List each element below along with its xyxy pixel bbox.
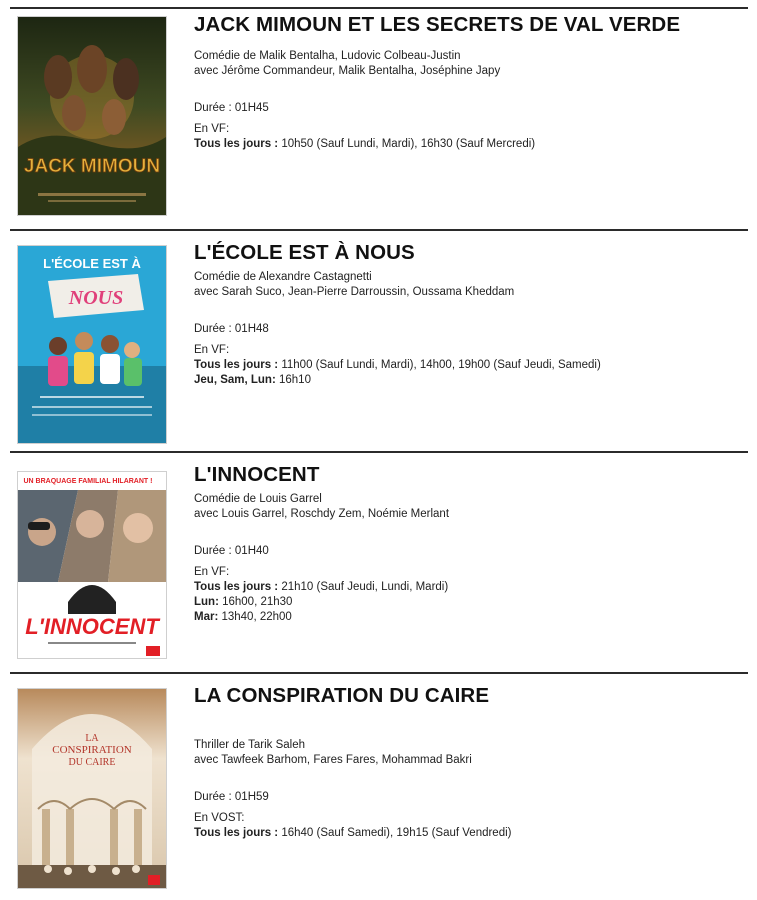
session-line	[194, 580, 739, 595]
movie-item	[10, 451, 748, 674]
movie-duration: Durée : 01H40	[194, 545, 269, 557]
movie-duration: Durée : 01H59	[194, 791, 269, 803]
movie-item	[10, 229, 748, 452]
movie-title[interactable]: L'ÉCOLE EST À NOUS	[194, 241, 415, 264]
session-times: 10h50 (Sauf Lundi, Mardi), 16h30 (Sauf Mercredi)	[278, 138, 536, 150]
heist-comedy-poster-icon	[18, 472, 166, 658]
session-days: Mar:	[194, 611, 219, 623]
session-days: Tous les jours :	[194, 581, 279, 593]
school-group-poster-icon	[18, 246, 166, 443]
movie-version: En VF:	[194, 123, 230, 135]
session-days: Tous les jours :	[194, 138, 279, 150]
session-times: 21h10 (Sauf Jeudi, Lundi, Mardi)	[278, 581, 449, 593]
movie-version: En VF:	[194, 344, 230, 356]
movie-title[interactable]: L'INNOCENT	[194, 463, 320, 486]
movie-version: En VF:	[194, 566, 230, 578]
mosque-interior-poster-icon	[18, 689, 166, 888]
movie-duration: Durée : 01H45	[194, 102, 269, 114]
movie-cast: avec Tawfeek Barhom, Fares Fares, Mohammad Bakri	[194, 754, 472, 766]
poster-tagline: UN BRAQUAGE FAMILIAL HILARANT !	[23, 478, 153, 485]
session-times: 16h00, 21h30	[218, 596, 293, 608]
poster-title-text: L'INNOCENT	[25, 614, 159, 639]
movie-genre-director: Comédie de Louis Garrel	[194, 493, 322, 505]
poster-title-line3: DU CAIRE	[68, 757, 116, 768]
movie-genre-director: Comédie de Malik Bentalha, Ludovic Colbeau-Justin	[194, 50, 461, 62]
movie-item	[10, 672, 748, 900]
session-line	[194, 373, 739, 388]
movie-info	[194, 9, 739, 152]
session-days: Jeu, Sam, Lun:	[194, 374, 276, 386]
movie-version: En VOST:	[194, 812, 245, 824]
session-times: 11h00 (Sauf Lundi, Mardi), 14h00, 19h00 (Sauf Jeudi, Samedi)	[278, 359, 601, 371]
poster-title-text: JACK MIMOUN	[23, 156, 161, 177]
movie-cast: avec Jérôme Commandeur, Malik Bentalha, Joséphine Japy	[194, 65, 501, 77]
session-days: Tous les jours :	[194, 827, 279, 839]
movie-item	[10, 7, 748, 230]
movie-info	[194, 231, 739, 388]
poster-title-line1: LA	[85, 733, 99, 744]
session-times: 16h40 (Sauf Samedi), 19h15 (Sauf Vendredi)	[278, 827, 512, 839]
movie-poster[interactable]	[17, 16, 167, 216]
session-days: Tous les jours :	[194, 359, 279, 371]
movie-title[interactable]: LA CONSPIRATION DU CAIRE	[194, 684, 490, 707]
movie-info	[194, 674, 739, 841]
movie-cast: avec Sarah Suco, Jean-Pierre Darroussin, Oussama Kheddam	[194, 286, 515, 298]
poster-title-line2: CONSPIRATION	[52, 744, 132, 756]
session-line	[194, 595, 739, 610]
session-times: 13h40, 22h00	[218, 611, 292, 623]
movie-cast: avec Louis Garrel, Roschdy Zem, Noémie Merlant	[194, 508, 450, 520]
movie-poster[interactable]	[17, 688, 167, 889]
session-times: 16h10	[275, 374, 311, 386]
movie-info	[194, 453, 739, 625]
poster-title-top: L'ÉCOLE EST À	[43, 256, 141, 271]
movie-poster[interactable]	[17, 245, 167, 444]
jungle-adventure-poster-icon	[18, 17, 166, 215]
movie-genre-director: Comédie de Alexandre Castagnetti	[194, 271, 372, 283]
session-line	[194, 358, 739, 373]
movie-title[interactable]: JACK MIMOUN ET LES SECRETS DE VAL VERDE	[194, 13, 681, 36]
session-line	[194, 137, 739, 152]
poster-title-mid: NOUS	[68, 287, 124, 309]
movie-genre-director: Thriller de Tarik Saleh	[194, 739, 306, 751]
session-days: Lun:	[194, 596, 219, 608]
movie-duration: Durée : 01H48	[194, 323, 269, 335]
movie-poster[interactable]	[17, 471, 167, 659]
session-line	[194, 610, 739, 625]
session-line	[194, 826, 739, 841]
